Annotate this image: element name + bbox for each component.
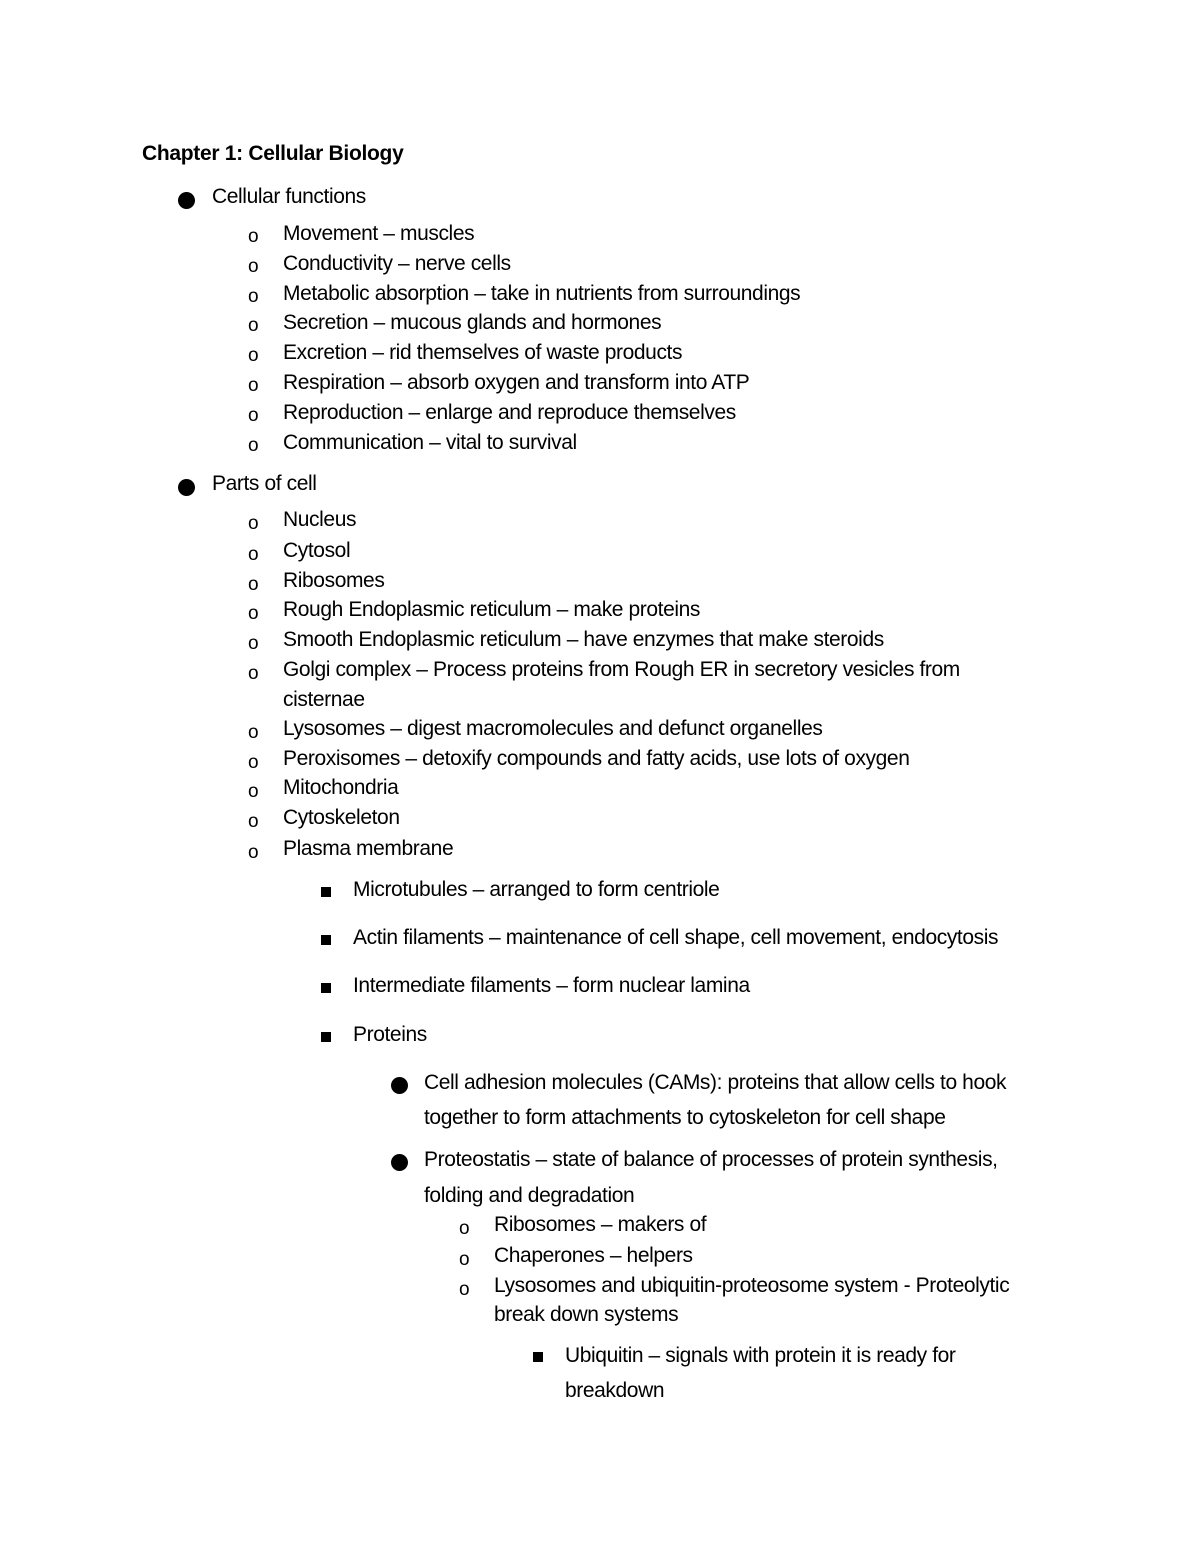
bullet-circle: o bbox=[248, 286, 259, 307]
list-item: Reproduction – enlarge and reproduce themselves bbox=[283, 401, 736, 424]
list-item-continuation: breakdown bbox=[565, 1379, 665, 1402]
list-item: Excretion – rid themselves of waste products bbox=[283, 341, 683, 364]
list-item: Cytoskeleton bbox=[283, 806, 400, 829]
bullet-circle: o bbox=[248, 842, 259, 863]
list-item: Communication – vital to survival bbox=[283, 431, 577, 454]
list-item: Proteostatis – state of balance of processes of protein synthesis, bbox=[424, 1148, 998, 1171]
bullet-circle: o bbox=[248, 315, 259, 336]
list-item: Lysosomes and ubiquitin-proteosome system - Proteolytic bbox=[494, 1274, 1010, 1297]
list-item: Ribosomes – makers of bbox=[494, 1213, 707, 1236]
bullet-circle: o bbox=[248, 752, 259, 773]
list-item: Ribosomes bbox=[283, 569, 385, 592]
list-item: Golgi complex – Process proteins from Rough ER in secretory vesicles from bbox=[283, 658, 960, 681]
bullet-circle: o bbox=[248, 633, 259, 654]
section-heading-parts-of-cell: Parts of cell bbox=[212, 472, 317, 495]
bullet-circle: o bbox=[248, 663, 259, 684]
list-item: Actin filaments – maintenance of cell shape, cell movement, endocytosis bbox=[353, 926, 999, 949]
list-item: Plasma membrane bbox=[283, 837, 454, 860]
list-item: Movement – muscles bbox=[283, 222, 475, 245]
bullet-circle: o bbox=[459, 1218, 470, 1239]
bullet-circle: o bbox=[248, 345, 259, 366]
list-item: Peroxisomes – detoxify compounds and fatty acids, use lots of oxygen bbox=[283, 747, 910, 770]
bullet-circle: o bbox=[248, 603, 259, 624]
list-item: Respiration – absorb oxygen and transform into ATP bbox=[283, 371, 750, 394]
section-heading-cellular-functions: Cellular functions bbox=[212, 185, 366, 208]
bullet-circle: o bbox=[248, 781, 259, 802]
bullet-circle: o bbox=[248, 722, 259, 743]
bullet-disc bbox=[178, 479, 195, 496]
list-item-continuation: together to form attachments to cytoskeleton for cell shape bbox=[424, 1106, 946, 1129]
list-item: Chaperones – helpers bbox=[494, 1244, 693, 1267]
bullet-circle: o bbox=[248, 544, 259, 565]
list-item: Microtubules – arranged to form centriole bbox=[353, 878, 720, 901]
bullet-circle: o bbox=[459, 1249, 470, 1270]
list-item-continuation: folding and degradation bbox=[424, 1184, 635, 1207]
bullet-circle: o bbox=[459, 1279, 470, 1300]
bullet-square bbox=[321, 887, 331, 897]
page-title: Chapter 1: Cellular Biology bbox=[142, 142, 404, 165]
list-item: Cell adhesion molecules (CAMs): proteins that allow cells to hook bbox=[424, 1071, 1007, 1094]
list-item: Smooth Endoplasmic reticulum – have enzymes that make steroids bbox=[283, 628, 884, 651]
bullet-circle: o bbox=[248, 811, 259, 832]
list-item: Ubiquitin – signals with protein it is ready for bbox=[565, 1344, 956, 1367]
list-item: Metabolic absorption – take in nutrients from surroundings bbox=[283, 282, 801, 305]
bullet-disc bbox=[391, 1154, 408, 1171]
bullet-square bbox=[321, 1032, 331, 1042]
bullet-circle: o bbox=[248, 405, 259, 426]
list-item: Nucleus bbox=[283, 508, 357, 531]
list-item-continuation: cisternae bbox=[283, 688, 365, 711]
list-item: Lysosomes – digest macromolecules and defunct organelles bbox=[283, 717, 823, 740]
list-item: Conductivity – nerve cells bbox=[283, 252, 511, 275]
list-item: Proteins bbox=[353, 1023, 427, 1046]
bullet-disc bbox=[178, 192, 195, 209]
bullet-disc bbox=[391, 1077, 408, 1094]
list-item: Intermediate filaments – form nuclear lamina bbox=[353, 974, 750, 997]
list-item: Mitochondria bbox=[283, 776, 399, 799]
bullet-square bbox=[533, 1352, 543, 1362]
list-item: Cytosol bbox=[283, 539, 351, 562]
bullet-circle: o bbox=[248, 513, 259, 534]
bullet-circle: o bbox=[248, 256, 259, 277]
list-item: Rough Endoplasmic reticulum – make proteins bbox=[283, 598, 701, 621]
bullet-circle: o bbox=[248, 435, 259, 456]
list-item: Secretion – mucous glands and hormones bbox=[283, 311, 662, 334]
bullet-circle: o bbox=[248, 226, 259, 247]
bullet-circle: o bbox=[248, 574, 259, 595]
bullet-square bbox=[321, 935, 331, 945]
bullet-square bbox=[321, 983, 331, 993]
bullet-circle: o bbox=[248, 375, 259, 396]
list-item-continuation: break down systems bbox=[494, 1303, 679, 1326]
